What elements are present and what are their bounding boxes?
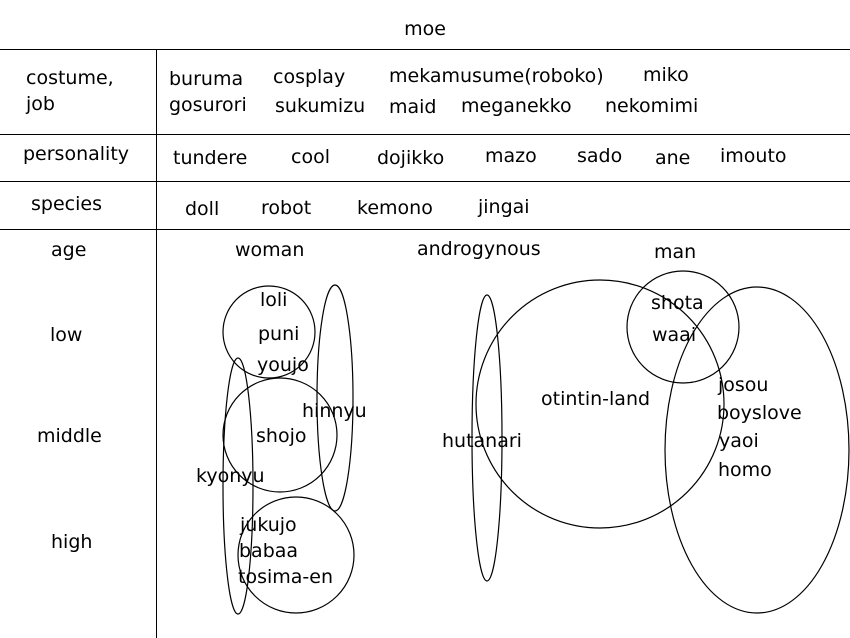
- item-dojikko: dojikko: [377, 147, 445, 169]
- item-cosplay: cosplay: [273, 66, 346, 88]
- term-jukujo: jukujo: [240, 514, 297, 536]
- item-sukumizu: sukumizu: [275, 95, 366, 117]
- diagram-title: moe: [404, 18, 446, 40]
- term-babaa: babaa: [239, 540, 299, 562]
- row-label-age: age: [51, 239, 87, 261]
- item-mekamusume: mekamusume(roboko): [389, 65, 604, 87]
- row-label-species: species: [31, 193, 102, 215]
- term-boyslove: boyslove: [717, 402, 802, 424]
- term-youjo: youjo: [257, 354, 309, 376]
- row-label-job: job: [26, 92, 55, 115]
- age-level-middle: middle: [37, 425, 102, 447]
- item-sado: sado: [577, 145, 623, 167]
- row-label-personality: personality: [23, 143, 130, 165]
- column-man: man: [654, 241, 697, 263]
- item-tundere: tundere: [173, 147, 248, 169]
- age-level-low: low: [50, 324, 83, 346]
- item-meganekko: meganekko: [461, 95, 572, 117]
- term-hutanari: hutanari: [442, 430, 522, 452]
- item-ane: ane: [655, 147, 691, 169]
- item-maid: maid: [389, 96, 437, 118]
- item-gosurori: gosurori: [169, 94, 247, 116]
- item-miko: miko: [643, 64, 689, 86]
- term-loli: loli: [260, 289, 288, 311]
- term-hinnyu: hinnyu: [302, 400, 367, 422]
- column-woman: woman: [235, 239, 305, 261]
- item-jingai: jingai: [478, 196, 530, 218]
- row-label-costume: costume,: [26, 67, 114, 89]
- item-nekomimi: nekomimi: [605, 95, 699, 117]
- item-imouto: imouto: [720, 145, 787, 167]
- item-buruma: buruma: [169, 68, 244, 90]
- term-kyonyu: kyonyu: [196, 465, 265, 487]
- item-kemono: kemono: [357, 197, 433, 219]
- item-doll: doll: [185, 198, 220, 220]
- item-robot: robot: [261, 197, 312, 219]
- term-otintin-land: otintin-land: [541, 388, 651, 410]
- age-level-high: high: [51, 531, 93, 553]
- item-mazo: mazo: [485, 145, 537, 167]
- column-androgynous: androgynous: [417, 238, 541, 260]
- ellipse-hinnyu: [317, 285, 353, 511]
- term-homo: homo: [718, 459, 772, 481]
- term-waai: waai: [652, 324, 697, 346]
- term-shojo: shojo: [256, 425, 307, 447]
- term-puni: puni: [258, 323, 300, 345]
- term-josou: josou: [718, 374, 769, 396]
- term-yaoi: yaoi: [719, 430, 759, 452]
- item-cool: cool: [291, 146, 330, 168]
- term-shota: shota: [651, 292, 704, 314]
- term-tosima-en: tosima-en: [238, 566, 333, 588]
